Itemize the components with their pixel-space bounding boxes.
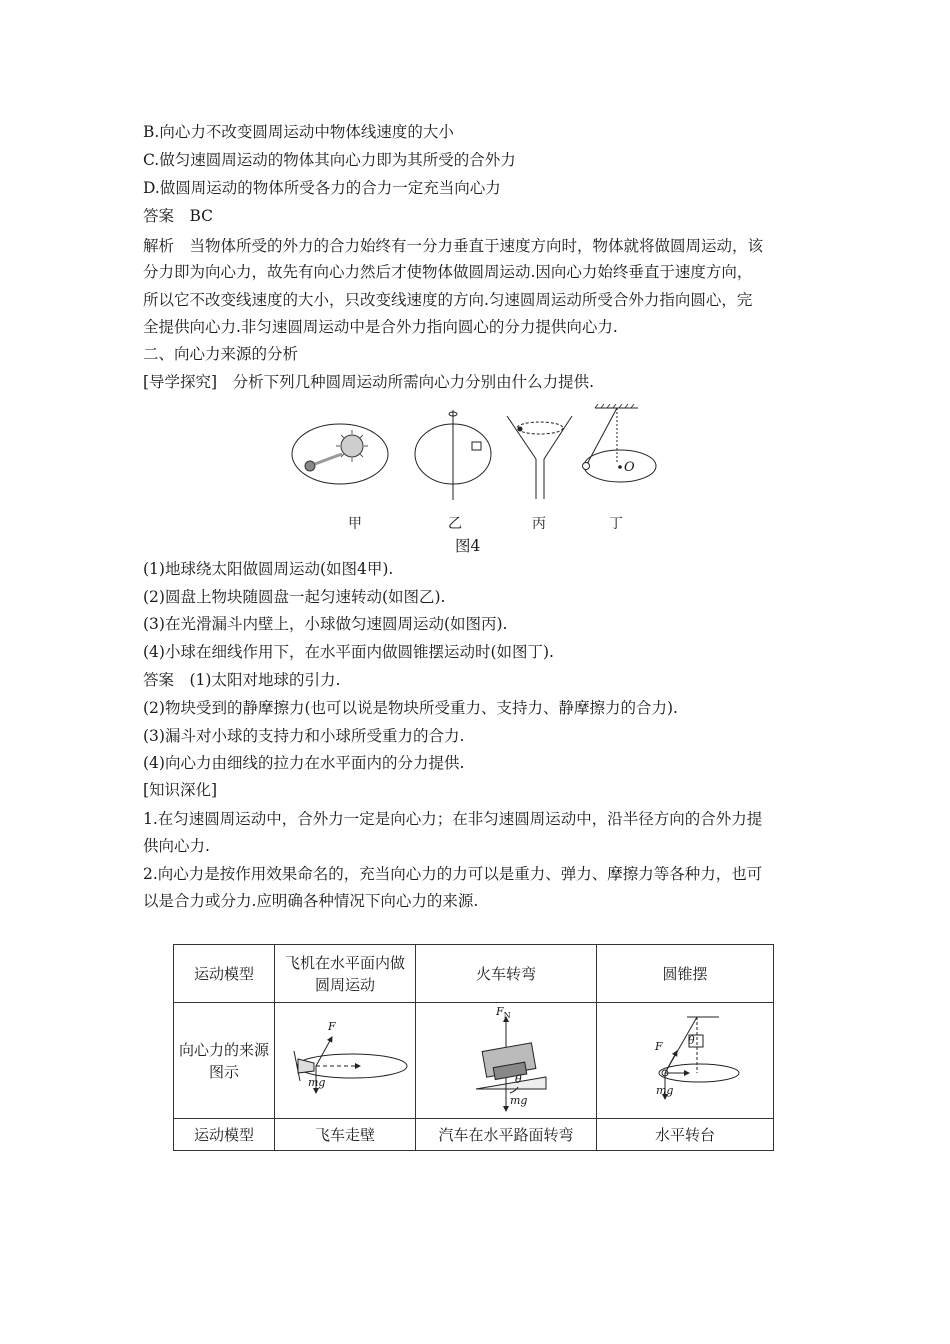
- plane-diagram-cell: [275, 1003, 416, 1119]
- label-ding: 丁: [609, 516, 623, 532]
- table-row: [174, 945, 774, 1003]
- center-label-o: O: [624, 460, 635, 475]
- knowledge-2b: 以是合力或分力.应明确各种情况下向心力的来源.: [143, 892, 479, 910]
- sun-earth-diagram: [292, 424, 388, 484]
- motion-model-table: [173, 944, 774, 1151]
- section-heading: 二、向心力来源的分析: [143, 345, 299, 363]
- cell-plane: 飞机在水平面内做圆周运动: [275, 945, 416, 1003]
- item-3: (3)在光滑漏斗内壁上，小球做匀速圆周运动(如图丙).: [143, 615, 508, 633]
- cell-wall-riding: 飞车走壁: [275, 1119, 416, 1151]
- cell-pendulum: 圆锥摆: [597, 945, 774, 1003]
- analysis-line-2: 分力即为向心力，故先有向心力然后才使物体做圆周运动.因向心力始终垂直于速度方向，: [143, 263, 753, 281]
- answer-3: (3)漏斗对小球的支持力和小球所受重力的合力.: [143, 727, 465, 745]
- label-bing: 丙: [532, 516, 546, 532]
- rotating-disc-diagram: [415, 410, 491, 500]
- answer-1: 答案 (1)太阳对地球的引力.: [143, 671, 341, 689]
- analysis-line-1: 解析 当物体所受的外力的合力始终有一分力垂直于速度方向时，物体就将做圆周运动，该: [143, 237, 764, 255]
- option-d: D.做圆周运动的物体所受各力的合力一定充当向心力: [143, 179, 501, 197]
- plane-force-diagram: [280, 1011, 410, 1111]
- train-normal-label: $F_N$: [496, 1005, 511, 1021]
- cell-car-turning: 汽车在水平路面转弯: [416, 1119, 597, 1151]
- pendulum-angle-label: θ: [688, 1034, 695, 1047]
- table-row: [174, 1003, 774, 1119]
- label-yi: 乙: [448, 516, 462, 532]
- guided-inquiry: [导学探究] 分析下列几种圆周运动所需向心力分别由什么力提供.: [143, 373, 595, 391]
- train-weight-label: mg: [510, 1094, 528, 1107]
- item-2: (2)圆盘上物块随圆盘一起匀速转动(如图乙).: [143, 588, 446, 606]
- analysis-line-4: 全提供向心力.非匀速圆周运动中是合外力指向圆心的分力提供向心力.: [143, 318, 618, 336]
- plane-weight-label: mg: [308, 1076, 326, 1089]
- train-force-diagram: [436, 1007, 576, 1115]
- table-row: [174, 1119, 774, 1151]
- conical-pendulum-diagram: [583, 404, 657, 482]
- cell-train: 火车转弯: [416, 945, 597, 1003]
- pendulum-force-diagram: [625, 1011, 745, 1111]
- label-jia: 甲: [348, 516, 362, 532]
- row-head-model: 运动模型: [174, 945, 275, 1003]
- answer-line: 答案 BC: [143, 207, 214, 225]
- item-1: (1)地球绕太阳做圆周运动(如图4甲).: [143, 560, 394, 578]
- train-angle-label: θ: [515, 1073, 522, 1086]
- knowledge-1b: 供向心力.: [143, 837, 210, 855]
- pendulum-force-label: F: [655, 1040, 663, 1053]
- knowledge-1a: 1.在匀速圆周运动中，合外力一定是向心力；在非匀速圆周运动中，沿半径方向的合外力提: [143, 810, 763, 828]
- option-b: B.向心力不改变圆周运动中物体线速度的大小: [143, 123, 454, 141]
- analysis-line-3: 所以它不改变线速度的大小，只改变线速度的方向.匀速圆周运动所受合外力指向圆心，完: [143, 291, 753, 309]
- answer-4: (4)向心力由细线的拉力在水平面内的分力提供.: [143, 754, 465, 772]
- funnel-diagram: [507, 416, 572, 499]
- figure-caption: 图4: [455, 537, 481, 555]
- figure-4-drawing: [290, 404, 670, 514]
- item-4: (4)小球在细线作用下，在水平面内做圆锥摆运动时(如图丁).: [143, 643, 554, 661]
- option-c: C.做匀速圆周运动的物体其向心力即为其所受的合外力: [143, 151, 516, 169]
- pendulum-diagram-cell: [597, 1003, 774, 1119]
- row-head-source: 向心力的来源图示: [174, 1003, 275, 1119]
- cell-turntable: 水平转台: [597, 1119, 774, 1151]
- row-head-model-2: 运动模型: [174, 1119, 275, 1151]
- answer-2: (2)物块受到的静摩擦力(也可以说是物块所受重力、支持力、静摩擦力的合力).: [143, 699, 678, 717]
- knowledge-2a: 2.向心力是按作用效果命名的，充当向心力的力可以是重力、弹力、摩擦力等各种力，也可: [143, 865, 763, 883]
- plane-force-label: F: [328, 1020, 336, 1033]
- knowledge-heading: [知识深化]: [143, 781, 218, 799]
- figure-4: [290, 404, 670, 554]
- pendulum-weight-label: mg: [656, 1084, 674, 1097]
